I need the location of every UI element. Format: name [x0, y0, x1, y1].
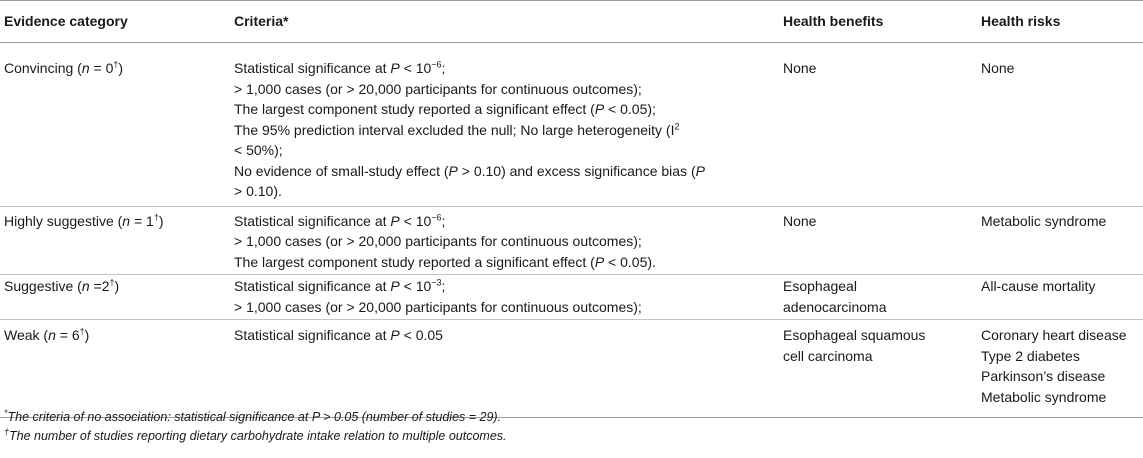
- category-label: Suggestive (n =2†): [4, 277, 120, 294]
- cell-health-benefits: [769, 206, 965, 275]
- cell-health-benefits: [769, 275, 965, 320]
- table-row: [0, 43, 1143, 207]
- risk-item: Metabolic syndrome: [981, 212, 1107, 229]
- criteria-line: > 0.10).: [234, 183, 282, 199]
- footnote: †The number of studies reporting dietary carbohydrate intake relation to multiple outcomes.: [4, 426, 507, 443]
- header-criteria: Criteria*: [210, 1, 769, 43]
- cell-evidence-category: [0, 43, 210, 207]
- benefit-item: adenocarcinoma: [783, 298, 887, 315]
- risk-item: All-cause mortality: [981, 278, 1096, 294]
- criteria-line: > 1,000 cases (or > 20,000 participants for continuous outcomes);: [234, 80, 642, 97]
- cell-health-benefits: [769, 43, 965, 207]
- category-label: Highly suggestive (n = 1†): [4, 211, 164, 229]
- risk-item: Type 2 diabetes: [981, 347, 1080, 364]
- cell-health-benefits: [769, 320, 965, 418]
- cell-evidence-category: [0, 320, 210, 418]
- cell-health-risks: [965, 275, 1143, 320]
- criteria-line: < 50%);: [234, 142, 283, 158]
- criteria-line: No evidence of small-study effect (P > 0.10) and excess significance bias (P: [234, 162, 705, 179]
- criteria-line: Statistical significance at $P < 10^{-6}$;: [234, 211, 446, 229]
- cell-health-risks: [965, 320, 1143, 418]
- header-health-benefits: Health benefits: [769, 1, 965, 43]
- criteria-line: Statistical significance at $P < 10^{-6}$;: [234, 59, 446, 76]
- category-label: Weak (n = 6†): [4, 326, 90, 343]
- risk-item: Metabolic syndrome: [981, 388, 1107, 405]
- cell-evidence-category: [0, 275, 210, 320]
- benefit-item: Esophageal: [783, 278, 857, 294]
- header-health-risks: Health risks: [965, 1, 1143, 43]
- header-evidence-category: Evidence category: [0, 1, 210, 43]
- risk-item: Coronary heart disease: [981, 327, 1127, 343]
- benefit-item: None: [783, 212, 817, 229]
- criteria-line: The 95% prediction interval excluded the null; No large heterogeneity ($I^2$: [234, 120, 680, 138]
- cell-health-risks: [965, 43, 1143, 207]
- risk-item: None: [981, 60, 1015, 76]
- table-footnotes: [4, 408, 507, 446]
- criteria-line: Statistical significance at P < 0.05: [234, 327, 443, 343]
- cell-criteria: [210, 320, 769, 418]
- criteria-line: Statistical significance at $P < 10^{-3}$;: [234, 277, 446, 294]
- criteria-line: > 1,000 cases (or > 20,000 participants for continuous outcomes);: [234, 298, 642, 315]
- table-row: [0, 206, 1143, 275]
- benefit-item: None: [783, 60, 817, 76]
- benefit-item: Esophageal squamous: [783, 327, 926, 343]
- table-row: [0, 275, 1143, 320]
- criteria-line: > 1,000 cases (or > 20,000 participants for continuous outcomes);: [234, 233, 642, 249]
- cell-evidence-category: [0, 206, 210, 275]
- risk-item: Parkinson’s disease: [981, 368, 1106, 384]
- cell-criteria: [210, 43, 769, 207]
- category-label: Convincing (n = 0†): [4, 59, 124, 76]
- cell-health-risks: [965, 206, 1143, 275]
- benefit-item: cell carcinoma: [783, 347, 873, 364]
- table-row: [0, 320, 1143, 418]
- cell-criteria: [210, 206, 769, 275]
- cell-criteria: [210, 275, 769, 320]
- criteria-line: The largest component study reported a significant effect (P < 0.05);: [234, 101, 656, 117]
- criteria-line: The largest component study reported a significant effect (P < 0.05).: [234, 253, 656, 270]
- footnote: *The criteria of no association: statistical significance at P > 0.05 (number of studies = 29).: [4, 407, 502, 424]
- table-header-row: [0, 1, 1143, 43]
